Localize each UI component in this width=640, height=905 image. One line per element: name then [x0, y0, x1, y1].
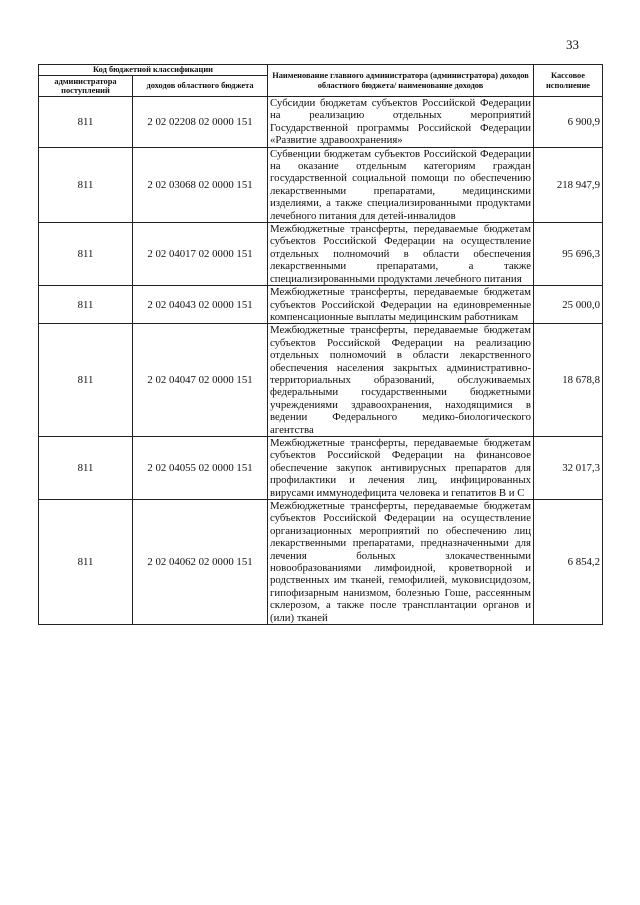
revenue-name: Субсидии бюджетам субъектов Российской Федерации на реализацию отдельных мероприятий Государственной программы Российской Федерации «Развитие здравоохранения» — [268, 97, 534, 148]
administrator-code: 811 — [39, 500, 133, 625]
table-row — [39, 97, 603, 148]
page-number: 33 — [566, 37, 579, 52]
revenue-code: 2 02 04043 02 0000 151 — [133, 286, 268, 324]
table-row — [39, 324, 603, 437]
revenue-name: Межбюджетные трансферты, передаваемые бюджетам субъектов Российской Федерации на финансовое обеспечение закупок антивирусных препаратов для профилактики и лечения лиц, инфицированных вирусами иммунодефицита человека и гепатитов B и C — [268, 436, 534, 499]
cash-execution-amount: 6 900,9 — [534, 97, 603, 148]
header-administrator-name: Наименование главного администратора (администратора) доходов областного бюджета/ наименование доходов — [268, 65, 534, 97]
table-row — [39, 436, 603, 499]
cash-execution-amount: 218 947,9 — [534, 147, 603, 222]
header-administrator-code: администратора поступлений — [39, 76, 133, 97]
revenue-name: Межбюджетные трансферты, передаваемые бюджетам субъектов Российской Федерации на осуществление отдельных полномочий в области обеспечения лекарственными препаратами, а также специализированными продуктами лечебного питания — [268, 223, 534, 286]
budget-revenue-table — [38, 64, 603, 625]
administrator-code: 811 — [39, 97, 133, 148]
revenue-name: Межбюджетные трансферты, передаваемые бюджетам субъектов Российской Федерации на осуществление организационных мероприятий по обеспечению лиц лекарственными препаратами, предназначенными для лечения больных злокачественными новообразованиями лимфоидной, кроветворной и родственных им тканей, гемофилией, муковисцидозом, гипофизарным нанизмом, болезнью Гоше, рассеянным склерозом, а также после трансплантации органов и (или) тканей — [268, 500, 534, 625]
cash-execution-amount: 6 854,2 — [534, 500, 603, 625]
administrator-code: 811 — [39, 223, 133, 286]
administrator-code: 811 — [39, 286, 133, 324]
table-row — [39, 223, 603, 286]
cash-execution-amount: 25 000,0 — [534, 286, 603, 324]
header-revenue-code: доходов областного бюджета — [133, 76, 268, 97]
revenue-code: 2 02 04062 02 0000 151 — [133, 500, 268, 625]
cash-execution-amount: 95 696,3 — [534, 223, 603, 286]
table-row — [39, 286, 603, 324]
revenue-name: Межбюджетные трансферты, передаваемые бюджетам субъектов Российской Федерации на реализацию отдельных полномочий в области лекарственного обеспечения населения закрытых административно-территориальных образований, обслуживаемых федеральными государственными бюджетными учреждениями здравоохранения, находящимися в ведении Федерального медико-биологического агентства — [268, 324, 534, 437]
administrator-code: 811 — [39, 324, 133, 437]
administrator-code: 811 — [39, 147, 133, 222]
revenue-code: 2 02 04055 02 0000 151 — [133, 436, 268, 499]
header-budget-classification: Код бюджетной классификации — [39, 65, 268, 76]
cash-execution-amount: 32 017,3 — [534, 436, 603, 499]
header-cash-execution: Кассовое исполнение — [534, 65, 603, 97]
table-row — [39, 147, 603, 222]
administrator-code: 811 — [39, 436, 133, 499]
cash-execution-amount: 18 678,8 — [534, 324, 603, 437]
table-row — [39, 500, 603, 625]
revenue-name: Субвенции бюджетам субъектов Российской Федерации на оказание отдельным категориям граждан государственной социальной помощи по обеспечению лекарственными препаратами, медицинскими изделиями, а также специализированными продуктами лечебного питания для детей-инвалидов — [268, 147, 534, 222]
revenue-name: Межбюджетные трансферты, передаваемые бюджетам субъектов Российской Федерации на единовременные компенсационные выплаты медицинским работникам — [268, 286, 534, 324]
revenue-code: 2 02 04017 02 0000 151 — [133, 223, 268, 286]
revenue-code: 2 02 02208 02 0000 151 — [133, 97, 268, 148]
revenue-code: 2 02 03068 02 0000 151 — [133, 147, 268, 222]
revenue-code: 2 02 04047 02 0000 151 — [133, 324, 268, 437]
